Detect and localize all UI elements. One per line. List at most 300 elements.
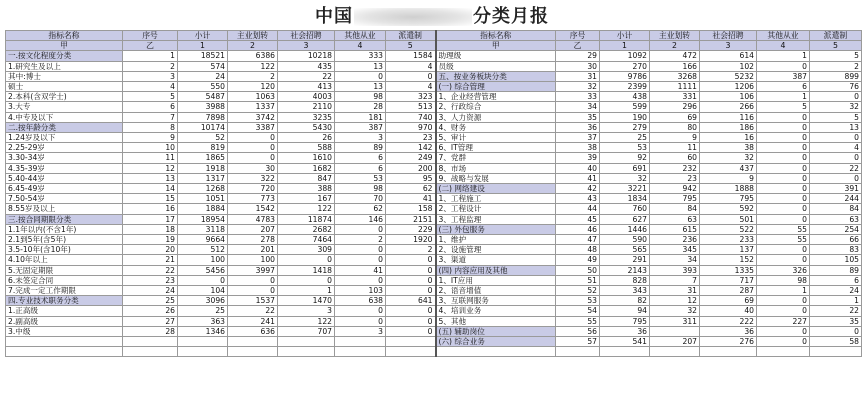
value-cell: 53 xyxy=(556,296,600,306)
value-cell: 266 xyxy=(700,102,757,112)
indicator-name: 1、工程施工 xyxy=(436,194,556,204)
value-cell: 207 xyxy=(650,337,700,347)
title-prefix: 中国 xyxy=(315,6,353,27)
value-cell: 1 xyxy=(757,92,810,102)
value-cell: 16 xyxy=(123,204,178,214)
value-cell: 62 xyxy=(386,184,436,194)
value-cell: 83 xyxy=(810,245,862,255)
value-cell: 0 xyxy=(228,133,278,143)
value-cell: 6 xyxy=(757,82,810,92)
value-cell: 3096 xyxy=(178,296,228,306)
value-cell: 795 xyxy=(600,316,650,326)
value-cell: 3387 xyxy=(228,122,278,132)
value-cell: 323 xyxy=(386,92,436,102)
value-cell: 249 xyxy=(386,153,436,163)
value-cell: 592 xyxy=(700,204,757,214)
value-cell: 201 xyxy=(228,245,278,255)
indicator-name: 其中:博士 xyxy=(6,71,123,81)
value-cell: 36 xyxy=(556,122,600,132)
value-cell: 2 xyxy=(123,61,178,71)
value-cell: 691 xyxy=(600,163,650,173)
value-cell: 0 xyxy=(757,194,810,204)
value-cell: 24 xyxy=(178,71,228,81)
value-cell: 41 xyxy=(556,173,600,183)
value-cell: 84 xyxy=(650,204,700,214)
indicator-name: (三) 外包服务 xyxy=(436,224,556,234)
indicator-name: 3.30-34岁 xyxy=(6,153,123,163)
value-cell: 0 xyxy=(228,143,278,153)
value-cell: 18 xyxy=(123,224,178,234)
table-row xyxy=(6,173,862,183)
value-cell: 53 xyxy=(600,143,650,153)
value-cell: 23 xyxy=(650,173,700,183)
value-cell: 98 xyxy=(757,275,810,285)
value-cell: 22 xyxy=(278,71,335,81)
indicator-name: 5、其他 xyxy=(436,316,556,326)
value-cell: 106 xyxy=(700,92,757,102)
value-cell: 8 xyxy=(123,122,178,132)
value-cell: 53 xyxy=(335,173,386,183)
indicator-name xyxy=(6,337,123,347)
value-cell: 0 xyxy=(757,143,810,153)
value-cell: 32 xyxy=(810,102,862,112)
value-cell: 18521 xyxy=(178,51,228,61)
value-cell: 278 xyxy=(228,235,278,245)
value-cell: 9786 xyxy=(600,71,650,81)
value-cell: 590 xyxy=(600,235,650,245)
value-cell: 0 xyxy=(278,275,335,285)
value-cell: 63 xyxy=(810,214,862,224)
value-cell: 30 xyxy=(228,163,278,173)
table-row xyxy=(6,347,862,357)
value-cell: 4 xyxy=(386,82,436,92)
indicator-name: 3、工程监理 xyxy=(436,214,556,224)
value-cell: 3235 xyxy=(278,112,335,122)
value-cell: 32 xyxy=(650,306,700,316)
value-cell: 740 xyxy=(386,112,436,122)
value-cell: 588 xyxy=(278,143,335,153)
value-cell: 31 xyxy=(650,286,700,296)
value-cell: 720 xyxy=(228,184,278,194)
indicator-name: 4、财务 xyxy=(436,122,556,132)
value-cell: 190 xyxy=(600,112,650,122)
value-cell: 1337 xyxy=(228,102,278,112)
value-cell: 0 xyxy=(757,153,810,163)
value-cell: 3 xyxy=(123,71,178,81)
value-cell: 62 xyxy=(335,204,386,214)
report-table xyxy=(5,30,862,357)
indicator-name: 7、党群 xyxy=(436,153,556,163)
value-cell: 0 xyxy=(757,61,810,71)
table-row xyxy=(6,112,862,122)
table-row xyxy=(6,82,862,92)
value-cell: 0 xyxy=(757,112,810,122)
value-cell: 795 xyxy=(650,194,700,204)
indicator-name: 2、行政综合 xyxy=(436,102,556,112)
header-row xyxy=(6,31,862,41)
value-cell: 331 xyxy=(650,92,700,102)
value-cell: 207 xyxy=(228,224,278,234)
value-cell: 501 xyxy=(700,214,757,224)
value-cell: 48 xyxy=(556,245,600,255)
value-cell: 1610 xyxy=(278,153,335,163)
value-cell: 4 xyxy=(810,143,862,153)
indicator-name: 1.24岁及以下 xyxy=(6,133,123,143)
indicator-name: 助理级 xyxy=(436,51,556,61)
header-cell: 4 xyxy=(757,41,810,51)
value-cell: 54 xyxy=(556,306,600,316)
table-row xyxy=(6,306,862,316)
title-suffix: 分类月报 xyxy=(473,6,549,27)
value-cell: 254 xyxy=(810,224,862,234)
value-cell: 1682 xyxy=(278,163,335,173)
value-cell: 279 xyxy=(600,122,650,132)
value-cell: 105 xyxy=(810,255,862,265)
value-cell: 2151 xyxy=(386,214,436,224)
header-cell: 序号 xyxy=(123,31,178,41)
value-cell: 3 xyxy=(278,306,335,316)
value-cell: 1537 xyxy=(228,296,278,306)
header-cell: 5 xyxy=(810,41,862,51)
value-cell xyxy=(386,347,436,357)
indicator-name: 3、互联网服务 xyxy=(436,296,556,306)
value-cell xyxy=(700,347,757,357)
value-cell: 244 xyxy=(810,194,862,204)
header-cell: 甲 xyxy=(6,41,123,51)
value-cell: 58 xyxy=(810,337,862,347)
value-cell: 3 xyxy=(335,133,386,143)
value-cell: 52 xyxy=(556,286,600,296)
value-cell xyxy=(600,347,650,357)
value-cell: 565 xyxy=(600,245,650,255)
value-cell: 0 xyxy=(278,255,335,265)
value-cell: 30 xyxy=(556,61,600,71)
value-cell: 437 xyxy=(700,163,757,173)
value-cell: 942 xyxy=(650,184,700,194)
value-cell xyxy=(278,347,335,357)
table-row xyxy=(6,51,862,61)
value-cell: 55 xyxy=(757,235,810,245)
value-cell: 32 xyxy=(700,153,757,163)
value-cell: 3742 xyxy=(228,112,278,122)
header-cell: 2 xyxy=(650,41,700,51)
table-row xyxy=(6,286,862,296)
value-cell: 472 xyxy=(650,51,700,61)
value-cell: 0 xyxy=(757,255,810,265)
value-cell: 615 xyxy=(650,224,700,234)
value-cell: 1834 xyxy=(600,194,650,204)
value-cell: 1335 xyxy=(700,265,757,275)
header-cell: 主业划转 xyxy=(650,31,700,41)
value-cell xyxy=(650,347,700,357)
value-cell: 1542 xyxy=(228,204,278,214)
table-row xyxy=(6,153,862,163)
value-cell: 69 xyxy=(700,296,757,306)
value-cell: 0 xyxy=(757,306,810,316)
indicator-name: 硕士 xyxy=(6,82,123,92)
header-cell: 序号 xyxy=(556,31,600,41)
value-cell: 6 xyxy=(810,275,862,285)
indicator-name: 1、维护 xyxy=(436,235,556,245)
value-cell: 638 xyxy=(335,296,386,306)
value-cell: 137 xyxy=(700,245,757,255)
value-cell: 0 xyxy=(386,275,436,285)
table-row xyxy=(6,235,862,245)
value-cell: 15 xyxy=(123,194,178,204)
indicator-name xyxy=(6,347,123,357)
value-cell: 1884 xyxy=(178,204,228,214)
value-cell: 6386 xyxy=(228,51,278,61)
value-cell: 229 xyxy=(386,224,436,234)
value-cell: 1 xyxy=(757,286,810,296)
indicator-name: 二.按年龄分类 xyxy=(6,122,123,132)
indicator-name: 2、工程设计 xyxy=(436,204,556,214)
header-cell: 主业划转 xyxy=(228,31,278,41)
value-cell: 146 xyxy=(335,214,386,224)
value-cell: 0 xyxy=(757,245,810,255)
header-cell: 其他从业 xyxy=(335,31,386,41)
table-row xyxy=(6,204,862,214)
value-cell: 23 xyxy=(123,275,178,285)
indicator-name: (一) 综合管理 xyxy=(436,82,556,92)
value-cell: 51 xyxy=(556,275,600,285)
value-cell: 13 xyxy=(810,122,862,132)
value-cell: 36 xyxy=(700,326,757,336)
value-cell: 142 xyxy=(386,143,436,153)
value-cell xyxy=(335,347,386,357)
value-cell: 0 xyxy=(335,306,386,316)
value-cell: 35 xyxy=(556,112,600,122)
value-cell: 0 xyxy=(228,275,278,285)
value-cell: 1206 xyxy=(700,82,757,92)
value-cell: 2110 xyxy=(278,102,335,112)
table-row xyxy=(6,61,862,71)
value-cell: 32 xyxy=(556,82,600,92)
indicator-name: 3、渠道 xyxy=(436,255,556,265)
indicator-name: 2.1到5年(含5年) xyxy=(6,235,123,245)
value-cell: 388 xyxy=(278,184,335,194)
value-cell: 0 xyxy=(757,337,810,347)
table-row xyxy=(6,275,862,285)
value-cell: 3118 xyxy=(178,224,228,234)
indicator-name: 五、按业务板块分类 xyxy=(436,71,556,81)
value-cell: 22 xyxy=(228,306,278,316)
value-cell: 1918 xyxy=(178,163,228,173)
value-cell: 122 xyxy=(278,204,335,214)
value-cell: 63 xyxy=(650,214,700,224)
value-cell: 116 xyxy=(700,112,757,122)
value-cell: 513 xyxy=(386,102,436,112)
value-cell: 0 xyxy=(335,316,386,326)
value-cell: 104 xyxy=(178,286,228,296)
value-cell: 34 xyxy=(556,102,600,112)
header-cell: 指标名称 xyxy=(6,31,123,41)
indicator-name: 2.本科(含双学士) xyxy=(6,92,123,102)
value-cell: 186 xyxy=(700,122,757,132)
indicator-name: 7.50-54岁 xyxy=(6,194,123,204)
value-cell: 1 xyxy=(810,296,862,306)
indicator-name: 员级 xyxy=(436,61,556,71)
value-cell: 14 xyxy=(123,184,178,194)
value-cell: 627 xyxy=(600,214,650,224)
indicator-name: 3.5-10年(含10年) xyxy=(6,245,123,255)
value-cell: 2 xyxy=(810,61,862,71)
value-cell xyxy=(386,337,436,347)
table-row xyxy=(6,255,862,265)
value-cell: 2 xyxy=(228,71,278,81)
value-cell: 343 xyxy=(600,286,650,296)
indicator-name: 1、企业经营管理 xyxy=(436,92,556,102)
value-cell: 28 xyxy=(123,326,178,336)
value-cell: 57 xyxy=(556,337,600,347)
value-cell: 9 xyxy=(123,133,178,143)
value-cell: 550 xyxy=(178,82,228,92)
value-cell: 52 xyxy=(178,133,228,143)
value-cell: 232 xyxy=(650,163,700,173)
value-cell: 6 xyxy=(123,102,178,112)
value-cell: 3268 xyxy=(650,71,700,81)
value-cell: 291 xyxy=(600,255,650,265)
value-cell: 435 xyxy=(278,61,335,71)
value-cell: 5430 xyxy=(278,122,335,132)
subheader-row xyxy=(6,41,862,51)
table-row xyxy=(6,296,862,306)
value-cell: 181 xyxy=(335,112,386,122)
value-cell: 326 xyxy=(757,265,810,275)
table-row xyxy=(6,265,862,275)
value-cell: 5 xyxy=(810,51,862,61)
value-cell: 970 xyxy=(386,122,436,132)
value-cell: 17 xyxy=(123,214,178,224)
value-cell: 84 xyxy=(810,204,862,214)
value-cell: 18954 xyxy=(178,214,228,224)
value-cell: 95 xyxy=(386,173,436,183)
value-cell: 413 xyxy=(278,82,335,92)
value-cell: 236 xyxy=(650,235,700,245)
indicator-name: 三.按合同期限分类 xyxy=(6,214,123,224)
value-cell: 276 xyxy=(700,337,757,347)
value-cell: 1092 xyxy=(600,51,650,61)
indicator-name: 2.副高级 xyxy=(6,316,123,326)
value-cell: 311 xyxy=(650,316,700,326)
value-cell: 20 xyxy=(123,245,178,255)
value-cell: 100 xyxy=(228,255,278,265)
value-cell: 333 xyxy=(335,51,386,61)
indicator-name xyxy=(436,347,556,357)
value-cell: 24 xyxy=(810,286,862,296)
indicator-name: 4.35-39岁 xyxy=(6,163,123,173)
table-row xyxy=(6,102,862,112)
value-cell: 345 xyxy=(650,245,700,255)
value-cell: 50 xyxy=(556,265,600,275)
indicator-name: 2、设施管理 xyxy=(436,245,556,255)
value-cell: 102 xyxy=(700,61,757,71)
value-cell: 233 xyxy=(700,235,757,245)
value-cell: 2682 xyxy=(278,224,335,234)
value-cell: 11874 xyxy=(278,214,335,224)
value-cell: 166 xyxy=(650,61,700,71)
value-cell: 522 xyxy=(700,224,757,234)
value-cell: 795 xyxy=(700,194,757,204)
header-cell: 派遣制 xyxy=(386,31,436,41)
value-cell: 55 xyxy=(556,316,600,326)
value-cell: 1920 xyxy=(386,235,436,245)
value-cell: 1 xyxy=(278,286,335,296)
value-cell: 3997 xyxy=(228,265,278,275)
header-cell: 1 xyxy=(178,41,228,51)
indicator-name: 1、IT应用 xyxy=(436,275,556,285)
value-cell: 0 xyxy=(386,286,436,296)
value-cell: 599 xyxy=(600,102,650,112)
table-row xyxy=(6,143,862,153)
value-cell: 100 xyxy=(178,255,228,265)
header-cell: 1 xyxy=(600,41,650,51)
indicator-name: 3.大专 xyxy=(6,102,123,112)
value-cell: 0 xyxy=(757,214,810,224)
indicator-name: 6.45-49岁 xyxy=(6,184,123,194)
value-cell: 574 xyxy=(178,61,228,71)
value-cell xyxy=(650,326,700,336)
value-cell: 13 xyxy=(335,61,386,71)
value-cell: 6 xyxy=(335,163,386,173)
value-cell: 707 xyxy=(278,326,335,336)
value-cell: 227 xyxy=(757,316,810,326)
value-cell: 0 xyxy=(335,71,386,81)
indicator-name: 5.40-44岁 xyxy=(6,173,123,183)
value-cell: 1584 xyxy=(386,51,436,61)
value-cell: 899 xyxy=(810,71,862,81)
value-cell: 94 xyxy=(600,306,650,316)
value-cell: 512 xyxy=(178,245,228,255)
value-cell: 9664 xyxy=(178,235,228,245)
value-cell: 9 xyxy=(650,133,700,143)
value-cell: 26 xyxy=(123,306,178,316)
value-cell: 4 xyxy=(386,61,436,71)
value-cell: 10218 xyxy=(278,51,335,61)
table-row xyxy=(6,337,862,347)
value-cell: 2399 xyxy=(600,82,650,92)
value-cell xyxy=(178,347,228,357)
value-cell: 40 xyxy=(556,163,600,173)
value-cell: 270 xyxy=(600,61,650,71)
value-cell: 27 xyxy=(123,316,178,326)
value-cell: 438 xyxy=(600,92,650,102)
value-cell: 847 xyxy=(278,173,335,183)
value-cell: 0 xyxy=(386,306,436,316)
value-cell: 1051 xyxy=(178,194,228,204)
value-cell: 35 xyxy=(810,316,862,326)
redaction-blur xyxy=(354,8,472,26)
table-row xyxy=(6,184,862,194)
value-cell: 152 xyxy=(700,255,757,265)
indicator-name: (二) 网络建设 xyxy=(436,184,556,194)
value-cell: 2143 xyxy=(600,265,650,275)
value-cell: 31 xyxy=(556,71,600,81)
value-cell: 98 xyxy=(335,184,386,194)
value-cell: 98 xyxy=(335,92,386,102)
value-cell: 5 xyxy=(123,92,178,102)
value-cell: 819 xyxy=(178,143,228,153)
value-cell: 1317 xyxy=(178,173,228,183)
table-row xyxy=(6,71,862,81)
value-cell: 167 xyxy=(278,194,335,204)
header-cell: 乙 xyxy=(123,41,178,51)
value-cell: 33 xyxy=(556,92,600,102)
value-cell: 22 xyxy=(810,306,862,316)
value-cell xyxy=(757,347,810,357)
value-cell: 47 xyxy=(556,235,600,245)
value-cell: 25 xyxy=(123,296,178,306)
